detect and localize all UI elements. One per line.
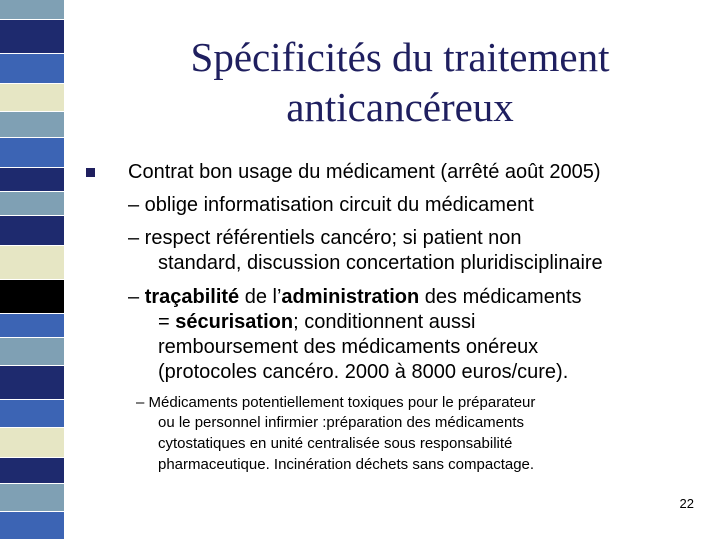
text-des-medicaments: des médicaments xyxy=(419,286,582,308)
sub-item-informatisation: – oblige informatisation circuit du médicament xyxy=(128,194,534,216)
title-line-1: Spécificités du traitement xyxy=(190,34,610,80)
main-bullet-text: Contrat bon usage du médicament (arrêté août 2005) xyxy=(128,161,601,183)
text-conditionnent: ; conditionnent aussi xyxy=(293,311,476,333)
page-number: 22 xyxy=(679,496,694,511)
text-de-l: de l’ xyxy=(239,286,282,308)
sub-item-toxiques-line-2: ou le personnel infirmier :préparation des médicaments xyxy=(158,414,525,431)
sub-item-referentiels-line-2: standard, discussion concertation pluridisciplinaire xyxy=(158,252,603,274)
equals-sign: = xyxy=(158,311,176,333)
bullet-square-icon xyxy=(86,168,95,177)
sub-item-referentiels-line-1: – respect référentiels cancéro; si patient non xyxy=(128,227,522,249)
title-line-2: anticancéreux xyxy=(286,84,514,130)
sub-item-tracabilite-line-4: (protocoles cancéro. 2000 à 8000 euros/cure). xyxy=(158,361,569,383)
sub-item-toxiques-line-4: pharmaceutique. Incinération déchets sans compactage. xyxy=(158,456,535,473)
sub-item-tracabilite-line-2 xyxy=(158,310,475,334)
bold-administration: administration xyxy=(281,286,420,308)
decorative-stripe xyxy=(0,0,64,540)
bold-tracabilite: traçabilité xyxy=(144,286,240,308)
sub-item-tracabilite-line-1 xyxy=(128,285,582,309)
sub-item-toxiques-line-3: cytostatiques en unité centralisée sous responsabilité xyxy=(158,435,513,452)
sub-item-toxiques-line-1: – Médicaments potentiellement toxiques pour le préparateur xyxy=(136,394,536,411)
dash: – xyxy=(128,286,145,308)
slide-title xyxy=(80,32,720,132)
bold-securisation: sécurisation xyxy=(175,311,294,333)
sub-item-tracabilite-line-3: remboursement des médicaments onéreux xyxy=(158,336,539,358)
